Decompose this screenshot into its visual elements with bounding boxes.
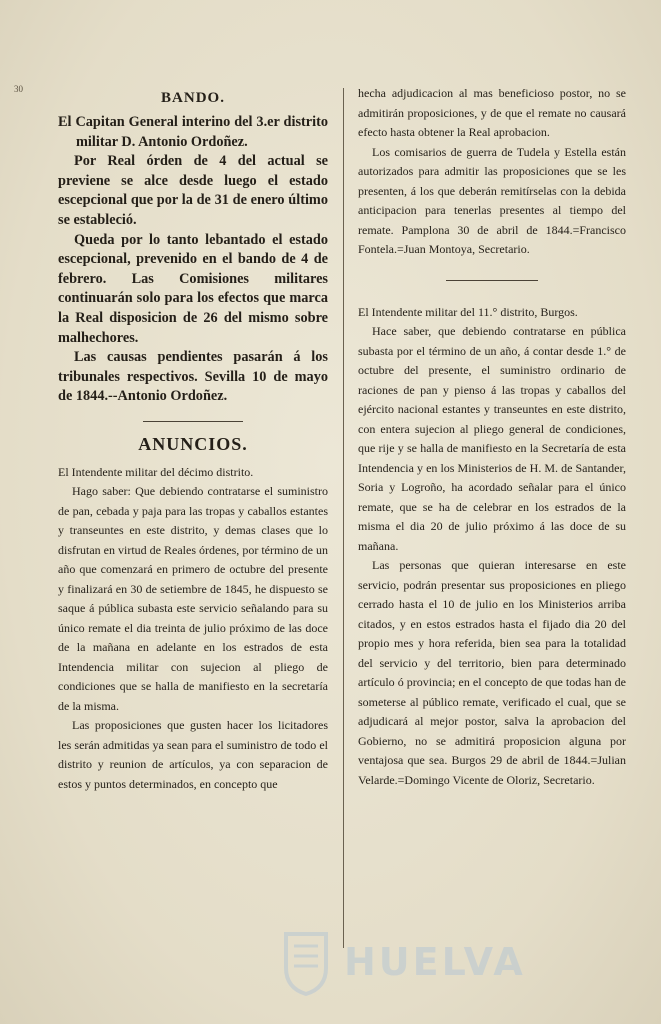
- anuncio-1-paragraph-1: Hago saber: Que debiendo contratarse el suministro de pan, cebada y paja para las tropas y caballos estantes y transeuntes en este distrito, y demas clases que lo disfrutan en virtud de Reales órdenes, por término de un año que comenzará en primero de octubre del presente y finalizará en 30 de setiembre de 1845, he dispuesto se saque á pública subasta este servicio señalando para su único remate el dia treinta de julio próximo de las doce de la mañana en adelante en los estrados de esta Intendencia militar con sujecion al pliego de condiciones que se halla de manifiesto en la secretaría de la misma.: [58, 484, 328, 713]
- left-column: [58, 84, 328, 794]
- section-separator: [143, 421, 243, 422]
- bando-title: BANDO.: [161, 90, 225, 106]
- anuncio-2-paragraph-2: Las personas que quieran interesarse en este servicio, podrán presentar sus proposiciones en pliego cerrado hasta el 10 de julio en los Ministerios arriba citados, y en estos estrados hasta el fijado dia 20 del propio mes y hora referida, bien sea para la totalidad del servicio y del territorio, bien para determinado artículo ó provincia; en el concepto de que todas han de someterse al público remate, verificado el cual, que se adjudicará al mejor postor, salva la aprobacion del Gobierno, no se admitirá proposicion alguna por ventajosa que sea. Burgos 29 de abril de 1844.=Julian Velarde.=Domingo Vicente de Oloriz, Secretario.: [358, 558, 626, 787]
- section-separator-right: [446, 280, 538, 281]
- column-divider: [343, 88, 344, 948]
- bando-paragraph-3: Las causas pendientes pasarán á los tribunales respectivos. Sevilla 10 de mayo de 1844.--Antonio Ordoñez.: [58, 349, 328, 405]
- right-column: [358, 84, 626, 790]
- library-watermark: [252, 930, 582, 1000]
- bando-paragraph-1: Por Real órden de 4 del actual se previene se alce desde luego el estado escepcional que por la de 31 de enero último se estableció.: [58, 153, 328, 228]
- margin-mark: 30: [14, 84, 23, 94]
- anuncios-title: ANUNCIOS.: [138, 433, 248, 454]
- anuncio-1-heading: El Intendente militar del décimo distrito.: [58, 464, 254, 479]
- anuncio-2-paragraph-1: Hace saber, que debiendo contratarse en pública subasta por el término de un año, á contar desde 1.° de octubre del presente, el suministro ordinario de raciones de pan y pienso á las tropas y caballos del ejército nacional estantes y transeuntes en este distrito, con entera sujecion al pliego general de condiciones, que rije y se halla de manifiesto en la Secretaría de esta Intendencia y en los Ministerios de H. M. de Santander, Soria y Logroño, ha acordado señalar para el único remate, que se ha de celebrar en los estrados de la misma el dia 20 de julio próximo á las doce de su mañana.: [358, 324, 626, 553]
- continuation-paragraph-1: hecha adjudicacion al mas beneficioso postor, no se admitirán proposiciones, y de que el remate no causará efecto hasta obtener la Real aprobacion.: [358, 86, 626, 139]
- continuation-paragraph-2: Los comisarios de guerra de Tudela y Estella están autorizados para admitir las proposiciones que se les presenten, á los que deberán remitírselas con la debida anticipacion para tenerlas presentes al tiempo del remate. Pamplona 30 de abril de 1844.=Francisco Fontela.=Juan Montoya, Secretario.: [358, 144, 626, 256]
- watermark-text: HUELVA: [344, 940, 526, 984]
- anuncio-1-paragraph-2: Las proposiciones que gusten hacer los licitadores les serán admitidas ya sean para el suministro de todo el distrito y reunion de artículos, ya con separacion de estos y puntos determinados, en concepto que: [58, 718, 328, 791]
- bando-heading: El Capitan General interino del 3.er distrito militar D. Antonio Ordoñez.: [58, 114, 328, 150]
- bando-paragraph-2: Queda por lo tanto lebantado el estado escepcional, prevenido en el bando de 4 de febrero. Las Comisiones militares continuarán solo para los efectos que marca la Real disposicion de 26 del mismo sobre malhechores.: [58, 231, 328, 346]
- shield-icon: [282, 930, 330, 996]
- anuncio-2-heading: El Intendente militar del 11.° distrito, Burgos.: [358, 304, 578, 319]
